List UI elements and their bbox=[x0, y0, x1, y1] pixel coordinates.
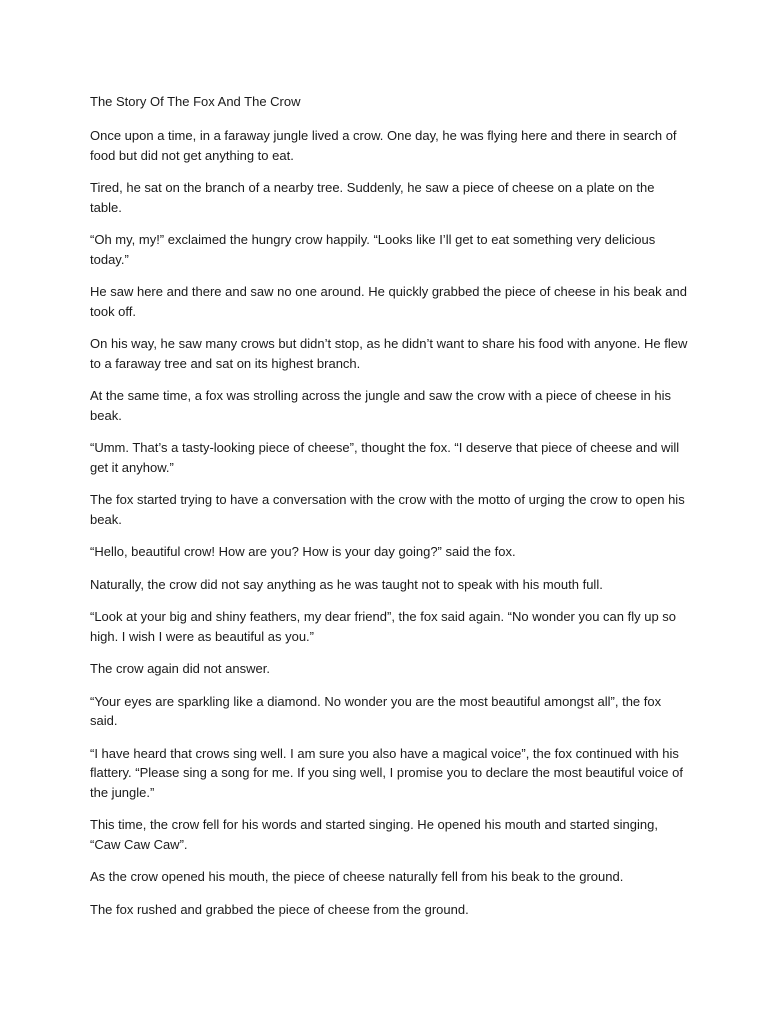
paragraph-4: He saw here and there and saw no one around. He quickly grabbed the piece of cheese in his beak and took off. bbox=[90, 284, 687, 319]
paragraph-6: At the same time, a fox was strolling across the jungle and saw the crow with a piece of cheese in his beak. bbox=[90, 388, 671, 423]
paragraph-17: The fox rushed and grabbed the piece of cheese from the ground. bbox=[90, 901, 469, 917]
paragraph-7: “Umm. That’s a tasty-looking piece of cheese”, thought the fox. “I deserve that piece of cheese and will get it anyhow.” bbox=[90, 440, 680, 475]
paragraph-9: “Hello, beautiful crow! How are you? How is your day going?” said the fox. bbox=[90, 544, 516, 559]
paragraph-10: Naturally, the crow did not say anything as he was taught not to speak with his mouth full. bbox=[90, 576, 603, 592]
paragraph-14: “I have heard that crows sing well. I am sure you also have a magical voice”, the fox continued with his flattery. “Please sing a song for me. If you sing well, I promise you to declare the most beautiful voice of the jungle.” bbox=[90, 745, 683, 800]
paragraph-15: This time, the crow fell for his words and started singing. He opened his mouth and started singing, “Caw Caw Caw”. bbox=[90, 817, 658, 852]
paragraph-1: Once upon a time, in a faraway jungle lived a crow. One day, he was flying here and there in search of food but did not get anything to eat. bbox=[90, 128, 677, 163]
paragraph-2: Tired, he sat on the branch of a nearby tree. Suddenly, he saw a piece of cheese on a plate on the table. bbox=[90, 180, 655, 215]
paragraph-11: “Look at your big and shiny feathers, my dear friend”, the fox said again. “No wonder you can fly up so high. I wish I were as beautiful as you.” bbox=[90, 609, 677, 644]
paragraph-12: The crow again did not answer. bbox=[90, 661, 270, 676]
document-title: The Story Of The Fox And The Crow bbox=[90, 94, 301, 109]
paragraph-16: As the crow opened his mouth, the piece of cheese naturally fell from his beak to the ground. bbox=[90, 869, 624, 884]
paragraph-13: “Your eyes are sparkling like a diamond. No wonder you are the most beautiful amongst all”, the fox said. bbox=[90, 693, 662, 728]
paragraph-3: “Oh my, my!” exclaimed the hungry crow happily. “Looks like I’ll get to eat something very delicious today.” bbox=[90, 232, 656, 267]
paragraph-5: On his way, he saw many crows but didn’t stop, as he didn’t want to share his food with anyone. He flew to a faraway tree and sat on its highest branch. bbox=[90, 336, 688, 371]
paragraph-8: The fox started trying to have a conversation with the crow with the motto of urging the crow to open his beak. bbox=[90, 492, 685, 527]
